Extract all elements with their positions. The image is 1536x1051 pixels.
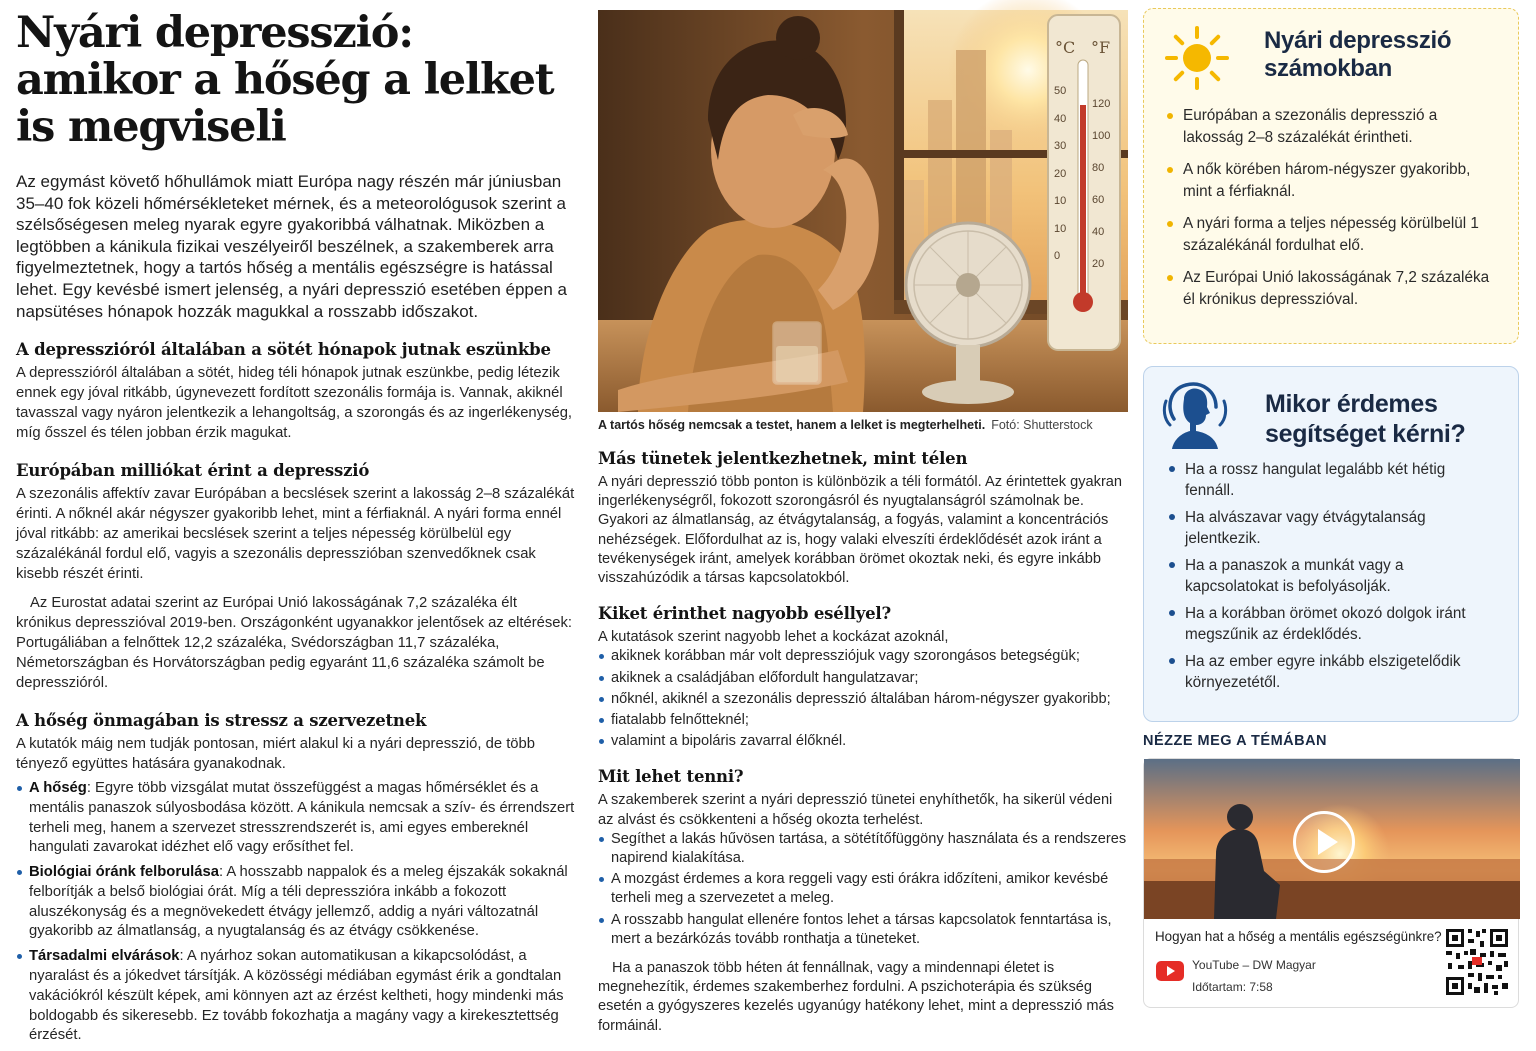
stats-list (1166, 105, 1500, 321)
section-text: A depresszióról általában a sötét, hideg téli hónapok jutnak eszünkbe, pedig létezik ennek egy jóval ritkább, úgynevezett fordított szezonális formája is. Vannak, akiknél tavasszal vagy nyáron jelentkezik a lehangoltság, a szorongás és az ingerlékenység, míg ősszel és télen jobban érzik magukat. (16, 365, 573, 441)
list-item: fiatalabb felnőtteknél; (598, 711, 1128, 730)
section-text: A kutatások szerint nagyobb lehet a kockázat azoknál, (598, 629, 949, 646)
list-item: Segíthet a lakás hűvösen tartása, a sötétítőfüggöny használata és a rendszeres napirend kialakítása. (598, 830, 1128, 868)
section-text: Az Eurostat adatai szerint az Európai Unió lakosságának 7,2 százaléka élt krónikus depresszióval 2019-ben. Országonként ugyanakkor jelentősek az eltérések: Portugáliában a felnőttek 12,2 százaléka, Svédországban 11,7 százaléka, Németországban és Horvátországban pedig egyaránt 11,6 százaléka számolt be depresszióról. (16, 595, 573, 691)
hero-photo (598, 10, 1128, 412)
list-item: A rosszabb hangulat ellenére fontos lehet a társas kapcsolatok fenntartása is, mert a bezárkózás tovább ronthatja a tüneteket. (598, 911, 1128, 949)
thermometer-celsius-ticks: 50 40 30 20 10 10 0 (1054, 85, 1067, 262)
sun-icon (1164, 25, 1230, 91)
woman-in-heat-illustration (598, 10, 1128, 412)
list-item: A mozgást érdemes a kora reggeli vagy esti órákra időzíteni, amikor kevésbé terheli meg a szervezetet a meleg. (598, 870, 1128, 908)
list-item: A nyári forma a teljes népesség körülbelül 1 százalékánál fordulhat elő. (1166, 213, 1500, 257)
youtube-logo-icon (1156, 961, 1184, 981)
photo-caption: A tartós hőség nemcsak a testet, hanem a lelket is megterhelheti. Fotó: Shutterstock (598, 418, 1093, 432)
factor-list (16, 779, 576, 1046)
list-item: A hőség: Egyre több vizsgálat mutat összefüggést a magas hőmérséklet és a mentális panaszok súlyosbodása között. A kánikula nemcsak a szív- és érrendszert terheli meg, hanem a szervezet stresszrendszerét is, ami egyes embereknél hangulati zavarokat idézhet elő vagy erősíthet fel. (16, 779, 576, 858)
video-title[interactable]: Hogyan hat a hőség a mentális egészségünkre? (1155, 929, 1442, 944)
article-column-middle (598, 10, 1128, 1036)
video-card[interactable] (1143, 758, 1519, 1008)
section-heading: Mit lehet tenni? (598, 767, 744, 787)
thermometer-celsius-label: °C (1055, 38, 1076, 57)
help-list (1168, 459, 1498, 699)
section-text: Ha a panaszok több héten át fennállnak, vagy a mindennapi életet is megnehezítik, érdemes szakemberhez fordulni. A pszichoterápia és szükség esetén a gyógyszeres kezelés ugyanúgy hatékony lehet, mint a depresszió más formáinál. (598, 960, 1114, 1034)
video-source: YouTube – DW Magyar (1192, 958, 1316, 972)
video-duration: Időtartam: 7:58 (1192, 980, 1273, 994)
list-item: Európában a szezonális depresszió a lakosság 2–8 százalékát érintheti. (1166, 105, 1500, 149)
play-button[interactable] (1293, 811, 1355, 873)
thermometer-fahrenheit-ticks: 120 100 80 60 40 20 (1092, 98, 1111, 270)
section-heading: Kiket érinthet nagyobb eséllyel? (598, 604, 891, 624)
section-heading: A depresszióról általában a sötét hónapok jutnak eszünkbe (16, 340, 551, 360)
list-item: Ha a korábban örömet okozó dolgok iránt megszűnik az érdeklődés. (1168, 603, 1498, 645)
list-item: nőknél, akiknél a szezonális depresszió általában három-négyszer gyakoribb; (598, 690, 1128, 709)
photo-credit: Fotó: Shutterstock (991, 418, 1093, 432)
section-heading: Más tünetek jelentkezhetnek, mint télen (598, 449, 968, 468)
thermometer-fahrenheit-label: °F (1091, 38, 1111, 57)
lead-paragraph: Az egymást követő hőhullámok miatt Európa nagy részén már júniusban 35–40 fok közeli hőmérsékleteket mérnek, és a meteorológusok szerint a szélsőségesen meleg nyarak egyre gyakoribbá válhatnak. Miközben a legtöbben a kánikula fizikai veszélyeiről beszélnek, a szakemberek arra figyelmeztetnek, hogy a tartós hőség a mentális egészségre is hatással lehet. Egy kevésbé ismert jelenség, a nyári depresszió esetében éppen a napsütéses hónapok hozzák magukkal a rosszabb időszakot. (16, 172, 567, 321)
headline: Nyári depresszió: amikor a hőség a lelket is megviseli (16, 8, 554, 152)
list-item: Az Európai Unió lakosságának 7,2 százaléka él krónikus depresszióval. (1166, 267, 1500, 311)
list-item: akiknek a családjában előfordult hangulatzavar; (598, 669, 1128, 688)
section-heading: A hőség önmagában is stressz a szervezetnek (16, 711, 427, 731)
qr-code-icon[interactable] (1444, 927, 1510, 997)
list-item: A nők körében három-négyszer gyakoribb, mint a férfiaknál. (1166, 159, 1500, 203)
risk-group-list (598, 647, 1128, 751)
help-box (1143, 366, 1519, 722)
sidebar (1143, 8, 1519, 722)
stats-box-title: Nyári depresszió számokban (1264, 27, 1452, 82)
section-text: A szezonális affektív zavar Európában a becslések szerint a lakosság 2–8 százalékát érinti. A nőknél akár négyszer gyakoribb lehet, mint a férfiaknál. A nyári forma ennél jóval ritkább: az amerikai becslések szerint a teljes népesség körülbelül egy százalékánál fordul elő, vagyis a szezonális depresszióban szenvedőknek csak kisebb részét érinti. (16, 486, 575, 582)
head-profile-icon (1160, 379, 1230, 451)
stats-box (1143, 8, 1519, 344)
article-column-left (16, 10, 576, 1051)
list-item: Biológiai óránk felborulása: A hosszabb nappalok és a meleg éjszakák sokaknál felborítják a belső biológiai órát. Míg a téli depresszióra inkább a fokozott aluszékonyság és a megnövekedett étvágy jellemző, addig a nyári változatnál gyakoribb az álmatlanság, a nyugtalanság és az étvágy csökkenése. (16, 863, 576, 942)
list-item: Ha alvászavar vagy étvágytalanság jelentkezik. (1168, 507, 1498, 549)
list-item: Ha a panaszok a munkát vagy a kapcsolatokat is befolyásolják. (1168, 555, 1498, 597)
video-thumbnail[interactable] (1144, 759, 1520, 919)
section-text: A nyári depresszió több ponton is különbözik a téli formától. Az érintettek gyakran ingerlékenységről, fokozott szorongásról és nyugtalanságról számolnak be. Gyakori az álmatlanság, az étvágytalanság, a fogyás, valamint a koncentrációs nehézségek. Előfordulhat az is, hogy valaki elveszíti érdeklődését azok iránt a tevékenységek iránt, amelyek korábban örömet okoztak neki, és egyre inkább visszahúzódik a társas kapcsolatokból. (598, 474, 1123, 587)
tips-list (598, 830, 1128, 949)
video-section-label: NÉZZE MEG A TÉMÁBAN (1143, 733, 1328, 749)
section-text: A szakemberek szerint a nyári depresszió tünetei enyhíthetők, ha sikerül védeni az alvást és csökkenteni a hőség okozta terhelést. (598, 792, 1113, 828)
section-text: A kutatók máig nem tudják pontosan, miért alakul ki a nyári depresszió, de több tényező együttes hatására gyanakodnak. (16, 736, 535, 773)
list-item: Ha a rossz hangulat legalább két hétig fennáll. (1168, 459, 1498, 501)
section-heading: Európában milliókat érint a depresszió (16, 461, 370, 481)
help-box-title: Mikor érdemes segítséget kérni? (1265, 390, 1466, 448)
list-item: valamint a bipoláris zavarral élőknél. (598, 732, 1128, 751)
list-item: Társadalmi elvárások: A nyárhoz sokan automatikusan a kikapcsolódást, a nyaralást és a jókedvet társítják. A közösségi médiában egymást érik a gondtalan vakációkról készült képek, ami könnyen azt az érzést keltheti, hogy mindenki más boldogabb és sikeresebb. Ez tovább fokozhatja a magány vagy a kirekesztettség érzését. (16, 947, 576, 1046)
list-item: akiknek korábban már volt depressziójuk vagy szorongásos betegségük; (598, 647, 1128, 666)
list-item: Ha az ember egyre inkább elszigetelődik környezetétől. (1168, 651, 1498, 693)
